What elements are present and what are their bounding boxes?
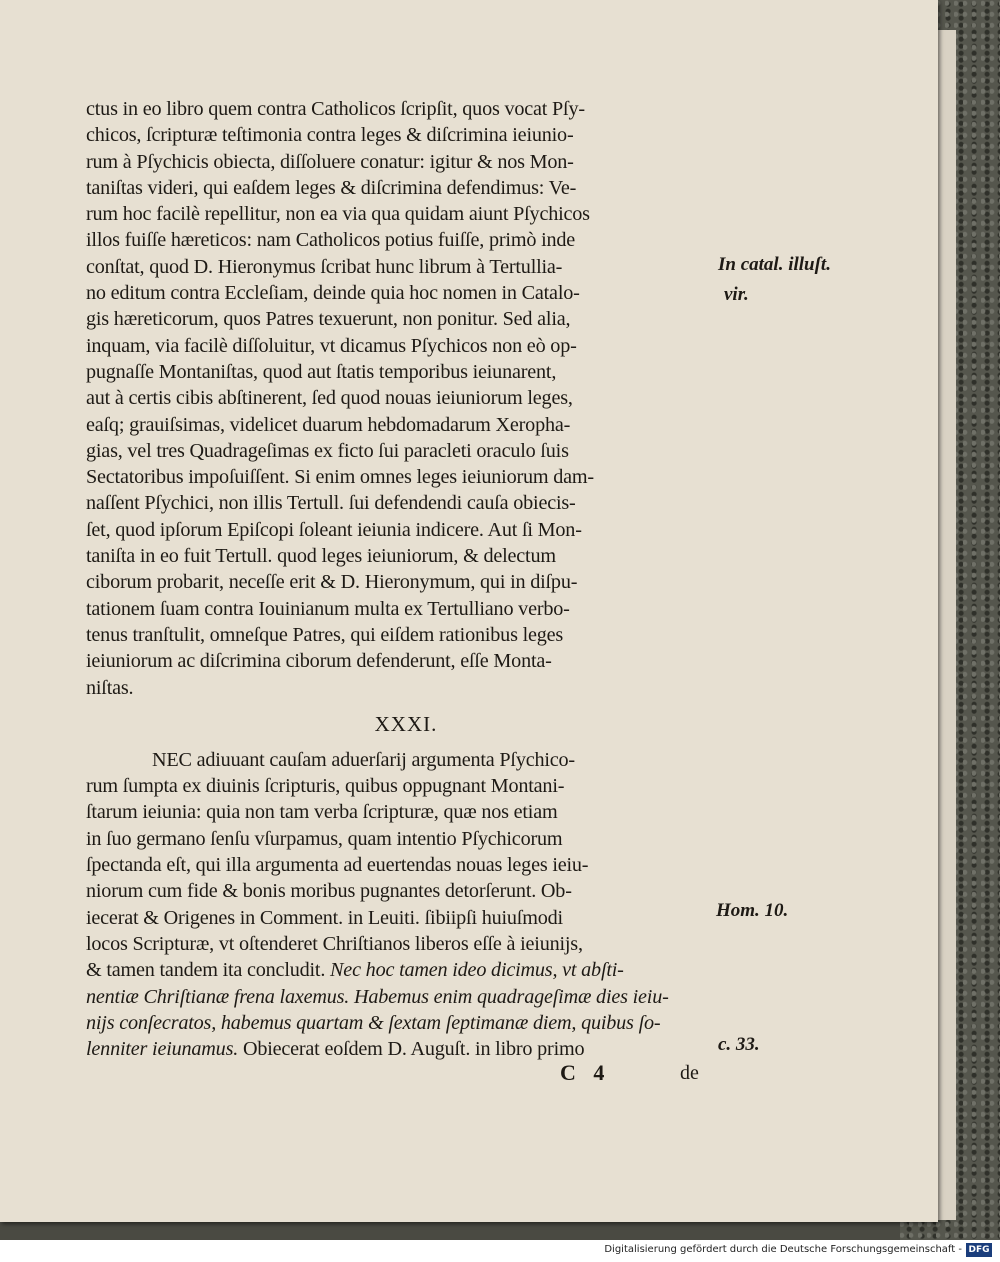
text-line: rum à Pſychicis obiecta, diſſoluere conatur: igitur & nos Mon- [86,150,574,173]
margin-note-c33: c. 33. [718,1034,760,1055]
text-line: tationem ſuam contra Iouinianum multa ex Tertulliano verbo- [86,597,570,620]
text-line: gis hæreticorum, quos Patres texuerunt, non ponitur. Sed alia, [86,308,571,331]
text-line: rum ſumpta ex diuinis ſcripturis, quibus oppugnant Montani- [86,775,565,798]
text-line: Sectatoribus impoſuiſſent. Si enim omnes leges ieiuniorum dam- [86,466,594,489]
text-line: illos fuiſſe hæreticos: nam Catholicos potius fuiſſe, primò inde [86,229,576,252]
text-segment: & tamen tandem ita concludit. [86,959,326,982]
text-line: iecerat & Origenes in Comment. in Leuiti. ſibiipſi huiuſmodi [86,906,563,929]
text-line [86,1036,716,1062]
text-line: tenus tranſtulit, omneſque Patres, qui eiſdem rationibus leges [86,623,564,646]
text-line: aut à certis cibis abſtinerent, ſed quod nouas ieiuniorum leges, [86,387,573,410]
quote-line: nijs conſecratos, habemus quartam & ſextam ſeptimanæ diem, quibus ſo- [86,1011,661,1034]
quote-line: nentiæ Chriſtianæ frena laxemus. Habemus enim quadrageſimæ dies ieiu- [86,985,669,1008]
text-line: inquam, via facilè diſſoluitur, vt dicamus Pſychicos non eò op- [86,334,577,357]
text-line: NEC adiuuant cauſam aduerſarij argumenta Pſychico- [152,748,575,771]
page-stack-edge [935,30,956,1220]
signature-mark: C 4 [560,1060,611,1085]
text-line: gias, vel tres Quadrageſimas ex ficto ſui paracleti oraculo ſuis [86,439,569,462]
text-line: ſtarum ieiunia: quia non tam verba ſcripturæ, quæ nos etiam [86,801,558,824]
text-line: ciborum probarit, neceſſe erit & D. Hieronymum, qui in diſpu- [86,571,578,594]
page-body-text [86,96,716,1062]
text-line: ſet, quod ipſorum Epiſcopi ſoleant ieiunia indicere. Aut ſi Mon- [86,518,582,541]
text-line: naſſent Pſychici, non illis Tertull. ſui defendendi cauſa obiecis- [86,492,576,515]
margin-note-vir: vir. [724,284,749,305]
text-line: ieiuniorum ac diſcrimina ciborum defenderunt, eſſe Monta- [86,650,552,673]
text-line: ctus in eo libro quem contra Catholicos ſcripſit, quos vocat Pſy- [86,98,585,120]
text-line: chicos, ſcripturæ teſtimonia contra leges & diſcrimina ieiunio- [86,124,574,147]
text-line: niorum cum fide & bonis moribus pugnantes detorſerunt. Ob- [86,880,572,903]
margin-note-catal: In catal. illuſt. [718,254,831,275]
footer-bar [0,1240,1000,1262]
text-line: locos Scripturæ, vt oſtenderet Chriſtianos liberos eſſe à ieiunijs, [86,932,583,955]
text-line: no editum contra Eccleſiam, deinde quia hoc nomen in Catalo- [86,282,580,305]
text-segment: Obiecerat eoſdem D. Auguſt. in libro primo [242,1038,585,1061]
text-line: conſtat, quod D. Hieronymus ſcribat hunc librum à Tertullia- [86,255,563,278]
text-line: niſtas. [86,676,134,699]
footer-credit: Digitalisierung gefördert durch die Deutsche Forschungsgemeinschaft - [604,1244,962,1255]
text-line: ſpectanda eſt, qui illa argumenta ad euertendas nouas leges ieiu- [86,854,589,877]
quote-segment: lenniter ieiunamus. [86,1038,239,1061]
dfg-logo-icon: DFG [966,1243,992,1257]
text-line: in ſuo germano ſenſu vſurpamus, quam intentio Pſychicorum [86,827,563,850]
text-line [86,957,716,983]
text-line: eaſq; grauiſsimas, videlicet duarum hebdomadarum Xeropha- [86,413,571,436]
margin-note-hom: Hom. 10. [716,900,789,921]
section-heading: XXXI. [374,711,438,736]
catchword: de [680,1062,699,1084]
text-line: taniſtas videri, qui eaſdem leges & diſcrimina defendimus: Ve- [86,176,577,199]
text-line: rum hoc facilè repellitur, non ea via qua quidam aiunt Pſychicos [86,203,590,226]
text-line: pugnaſſe Montaniſtas, quod aut ſtatis temporibus ieiunarent, [86,360,557,383]
text-line: taniſta in eo fuit Tertull. quod leges ieiuniorum, & delectum [86,545,556,568]
quote-segment: Nec hoc tamen ideo dicimus, vt abſti- [330,959,624,982]
